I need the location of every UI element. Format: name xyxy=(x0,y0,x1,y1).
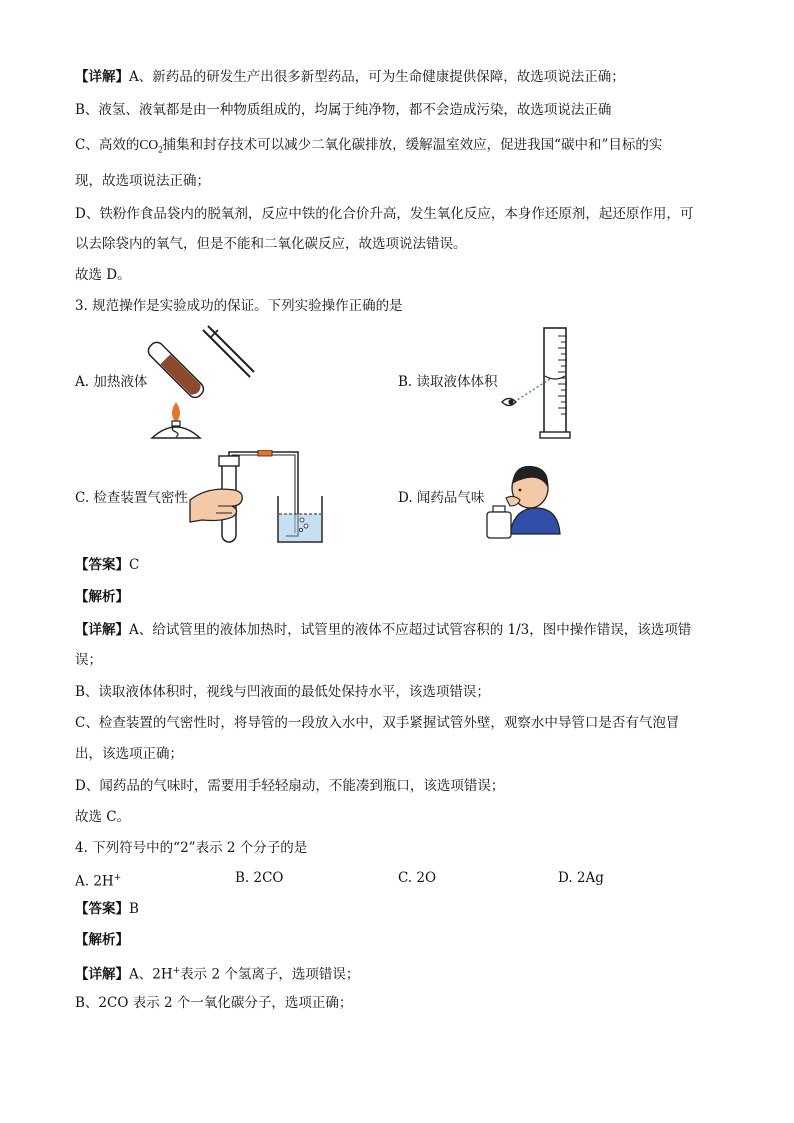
detail-a-charge: + xyxy=(172,966,181,976)
detail-line-d: D、铁粉作食品袋内的脱氧剂，反应中铁的化合价升高，发生氧化反应，本身作还原剂，起还原作用，可 xyxy=(75,206,694,222)
answer-tag: 【答案】 xyxy=(75,557,129,573)
heating-liquid-figure xyxy=(138,322,258,442)
answer-value: B xyxy=(129,901,139,917)
choice-a xyxy=(75,869,121,891)
answer-value: C xyxy=(129,557,140,573)
q3-detail-a-cont: 误； xyxy=(75,652,102,668)
rubber-stopper xyxy=(219,456,239,466)
co2-text: CO xyxy=(139,137,159,152)
q3-analysis-tag xyxy=(75,588,129,606)
q3-detail-c-cont: 出，该选项正确； xyxy=(75,746,183,762)
detail-line-b: B、液氢、液氧都是由一种物质组成的，均属于纯净物，都不会造成污染，故选项说法正确 xyxy=(75,102,612,118)
shirt xyxy=(510,508,560,534)
q4-answer xyxy=(75,900,139,918)
q3-answer xyxy=(75,556,139,574)
detail-line-d-cont: 以去除袋内的氧气，但是不能和二氧化碳反应，故选项说法错误。 xyxy=(75,236,467,252)
choice-a-charge: + xyxy=(113,873,122,883)
choice-b: B. 2CO xyxy=(235,870,284,886)
detail-choose: 故选 D。 xyxy=(75,267,131,283)
bottle-neck xyxy=(493,506,505,512)
q3-detail-a xyxy=(75,621,691,639)
choice-d: D. 2Ag xyxy=(558,870,604,886)
detail-tag: 【详解】 xyxy=(75,69,129,85)
bubble xyxy=(299,528,302,531)
q3-detail-d: D、闻药品的气味时，需要用手轻轻扇动，不能凑到瓶口，该选项错误； xyxy=(75,778,505,794)
q4-detail-b: B、2CO 表示 2 个一氧化碳分子，选项正确； xyxy=(75,995,353,1011)
detail-line-a xyxy=(75,68,625,86)
detail-line-c xyxy=(75,136,662,159)
question-3-stem: 3. 规范操作是实验成功的保证。下列实验操作正确的是 xyxy=(75,298,403,314)
option-b-label: B. 读取液体体积 xyxy=(398,374,498,390)
cylinder-base xyxy=(540,432,570,438)
answer-tag: 【答案】 xyxy=(75,901,129,917)
q3-detail-c: C、检查装置的气密性时，将导管的一段放入水中，双手紧握试管外壁，观察水中导管口是否有气泡冒 xyxy=(75,715,680,731)
q4-analysis-tag xyxy=(75,931,129,949)
option-d-label: D. 闻药品气味 xyxy=(398,490,485,506)
detail-text: A、新药品的研发生产出很多新型药品，可为生命健康提供保障，故选项说法正确； xyxy=(129,69,625,85)
analysis-tag: 【解析】 xyxy=(75,932,129,948)
smelling-figure xyxy=(484,454,564,540)
q3-choose: 故选 C。 xyxy=(75,809,131,825)
co2-formula xyxy=(139,137,163,155)
detail-text: 表示 2 个氢离子，选项错误； xyxy=(180,966,360,983)
tube-liquid xyxy=(160,354,203,397)
beaker-water xyxy=(279,514,321,541)
airtightness-check-figure xyxy=(188,450,328,546)
detail-tag: 【详解】 xyxy=(75,966,129,983)
co2-subscript: 2 xyxy=(158,144,163,155)
graduated-cylinder xyxy=(544,328,566,434)
detail-a-formula: A、2H xyxy=(129,966,173,983)
choice-a-formula: 2H xyxy=(93,873,114,890)
detail-text: A、给试管里的液体加热时，试管里的液体不应超过试管容积的 1/3，图中操作错误，该选项错 xyxy=(129,622,692,638)
question-4-stem: 4. 下列符号中的“2”表示 2 个分子的是 xyxy=(75,840,308,856)
hand-near-bottle xyxy=(506,496,520,506)
bubble xyxy=(300,518,304,522)
detail-c-prefix: C、高效的 xyxy=(75,137,140,153)
choice-a-letter: A. xyxy=(75,873,94,890)
lamp-neck xyxy=(172,421,180,426)
option-a-label: A. 加热液体 xyxy=(75,374,148,390)
detail-c-text: 捕集和封存技术可以减少二氧化碳排放，缓解温室效应，促进我国“碳中和”目标的实 xyxy=(162,137,663,153)
rubber-connector xyxy=(258,450,272,456)
reagent-bottle xyxy=(487,512,511,538)
choice-c: C. 2O xyxy=(398,870,437,886)
option-c-label: C. 检查装置气密性 xyxy=(75,490,188,506)
bubble xyxy=(304,524,308,528)
q4-detail-a xyxy=(75,962,359,984)
detail-tag: 【详解】 xyxy=(75,622,129,638)
q3-detail-b: B、读取液体体积时，视线与凹液面的最低处保持水平，该选项错误； xyxy=(75,684,490,700)
reading-volume-figure xyxy=(500,326,580,442)
flame-icon xyxy=(172,402,180,422)
analysis-tag: 【解析】 xyxy=(75,589,129,605)
detail-line-c-cont: 现，故选项说法正确； xyxy=(75,173,210,189)
